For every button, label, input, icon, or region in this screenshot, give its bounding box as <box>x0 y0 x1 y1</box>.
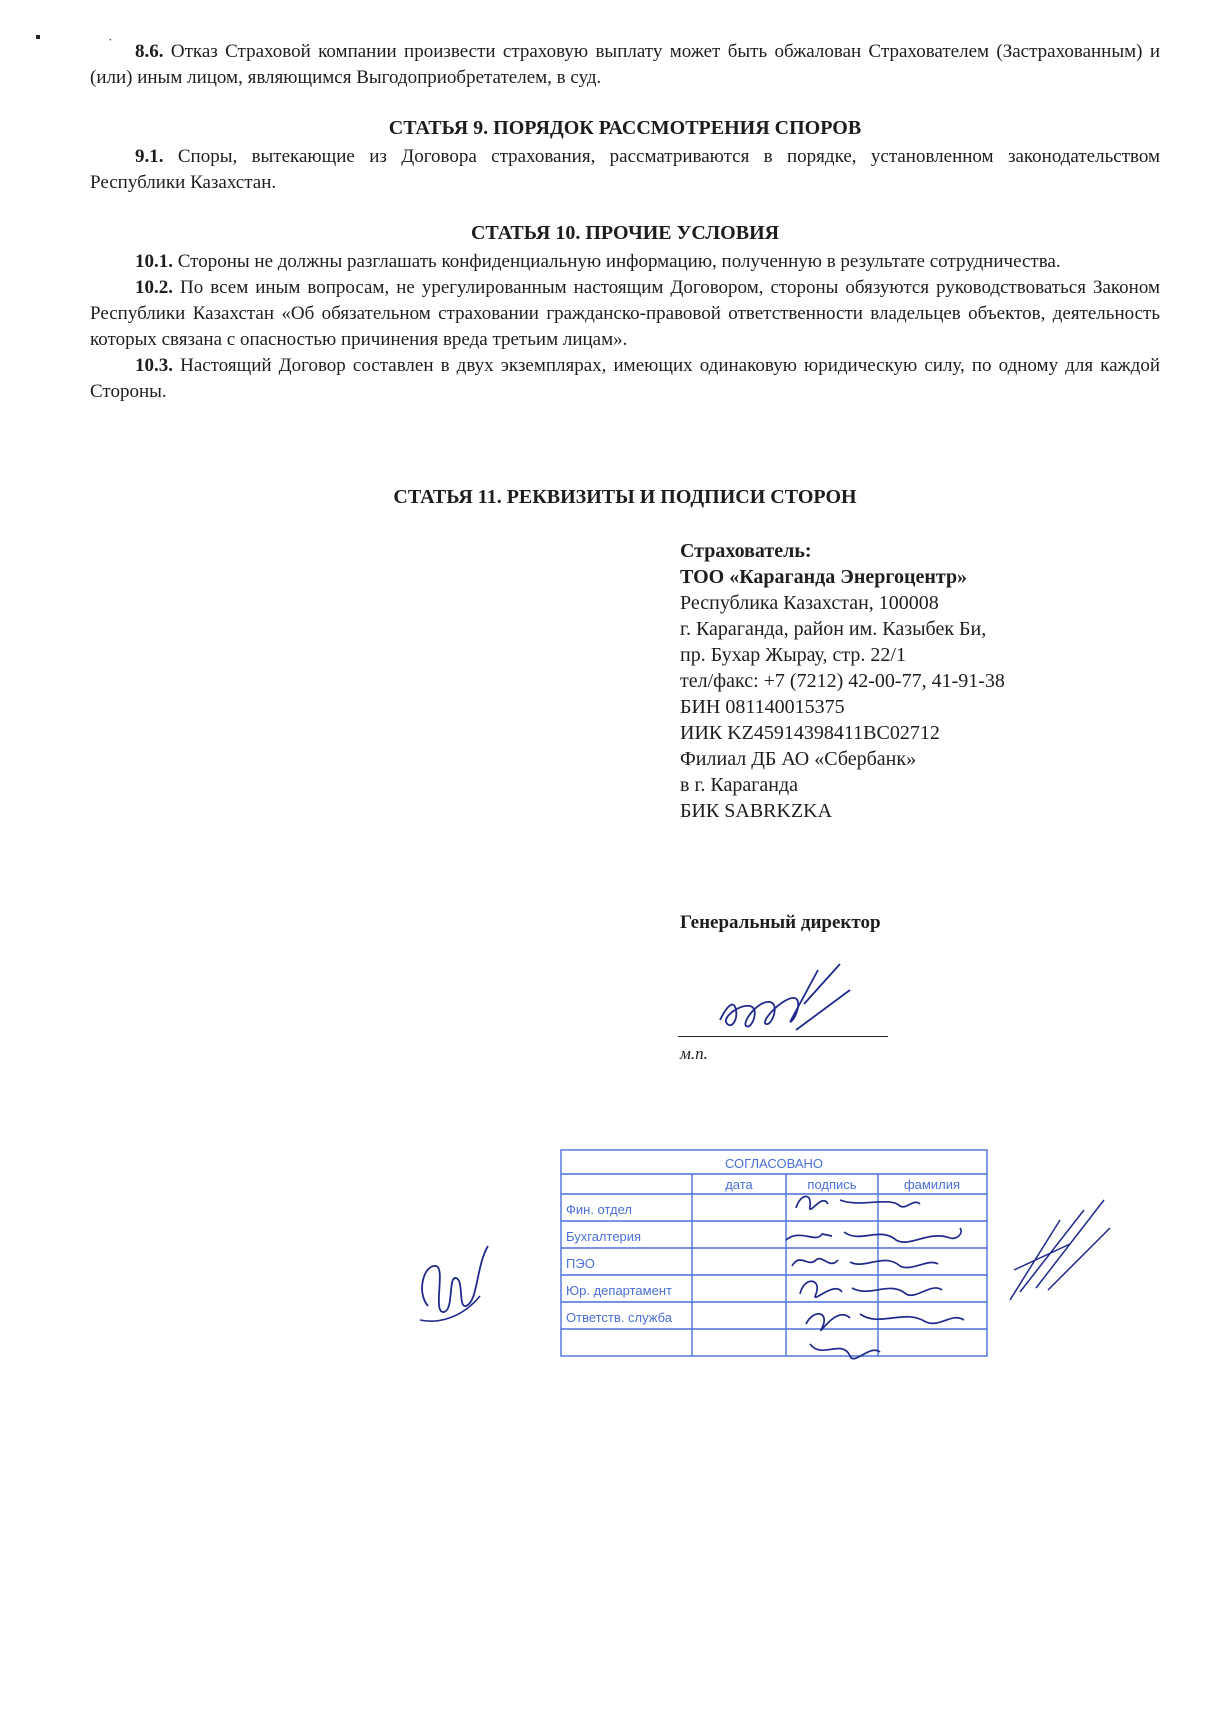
requisite-line: Республика Казахстан, 100008 <box>680 592 939 614</box>
requisite-line: г. Караганда, район им. Казыбек Би, <box>680 618 987 640</box>
scan-mark: ˙ <box>108 37 113 52</box>
article-10-body <box>90 249 1160 405</box>
stamp-row-label: ПЭО <box>566 1256 595 1271</box>
article-10-heading: СТАТЬЯ 10. ПРОЧИЕ УСЛОВИЯ <box>470 222 780 244</box>
handwritten-scribble <box>1000 1180 1120 1310</box>
stamp-col-signature: подпись <box>807 1177 857 1192</box>
clause-text: Настоящий Договор составлен в двух экземплярах, имеющих одинаковую юридическую силу, по одному для каждой Стороны. <box>90 355 1160 402</box>
article-9-heading: СТАТЬЯ 9. ПОРЯДОК РАССМОТРЕНИЯ СПОРОВ <box>388 117 862 139</box>
stamp-col-surname: фамилия <box>903 1177 961 1192</box>
clause-10-3 <box>90 353 1160 405</box>
requisite-line: в г. Караганда <box>680 774 799 796</box>
clause-9-1 <box>90 144 1160 196</box>
clause-text: Стороны не должны разглашать конфиденциальную информацию, полученную в результате сотрудничества. <box>173 251 1061 272</box>
clause-8-6 <box>90 39 1160 91</box>
clause-number: 10.2. <box>135 277 173 298</box>
stamp-row-label: Бухгалтерия <box>566 1229 642 1244</box>
clause-text: Отказ Страховой компании произвести страховую выплату может быть обжалован Страхователем (Застрахованным) и (или) иным лицом, являющимся Выгодоприобретателем, в суд. <box>90 41 1160 88</box>
stamp-row-label: Юр. департамент <box>566 1283 672 1298</box>
clause-number: 9.1. <box>135 146 164 167</box>
scan-speck <box>36 35 40 39</box>
stamp-col-date: дата <box>725 1177 753 1192</box>
requisite-line: Филиал ДБ АО «Сбербанк» <box>680 748 917 770</box>
approval-stamp <box>560 1148 988 1362</box>
seal-placeholder: м.п. <box>680 1044 708 1063</box>
signature-line <box>678 1036 888 1037</box>
clause-text: Споры, вытекающие из Договора страхования, рассматриваются в порядке, установленном законодательством Республики Казахстан. <box>90 146 1160 193</box>
stamp-row-label: Ответств. служба <box>566 1310 672 1325</box>
requisite-line: БИК SABRKZKA <box>680 800 833 822</box>
requisite-line: пр. Бухар Жырау, стр. 22/1 <box>680 644 906 666</box>
director-title: Генеральный директор <box>680 912 881 933</box>
stamp-title: СОГЛАСОВАНО <box>724 1156 824 1171</box>
insurer-name: ТОО «Караганда Энергоцентр» <box>680 566 968 588</box>
requisite-line: ИИК KZ45914398411BC02712 <box>680 722 940 744</box>
requisite-line: тел/факс: +7 (7212) 42-00-77, 41-91-38 <box>680 670 1005 692</box>
handwritten-initials <box>398 1236 508 1336</box>
clause-number: 8.6. <box>135 41 164 62</box>
stamp-row-label: Фин. отдел <box>566 1202 632 1217</box>
requisite-line: БИН 081140015375 <box>680 696 845 718</box>
insurer-requisites <box>680 538 1005 824</box>
article-11-heading: СТАТЬЯ 11. РЕКВИЗИТЫ И ПОДПИСИ СТОРОН <box>393 486 857 508</box>
clause-10-1 <box>90 249 1160 275</box>
clause-10-2 <box>90 275 1160 353</box>
insurer-label: Страхователь: <box>680 540 812 562</box>
clause-text: По всем иным вопросам, не урегулированным настоящим Договором, стороны обязуются руководствоваться Законом Республики Казахстан «Об обязательном страховании гражданско-правовой ответственности владельцев объектов, деятельность которых связана с опасностью причинения вреда третьим лицам». <box>90 277 1160 350</box>
clause-number: 10.3. <box>135 355 173 376</box>
clause-number: 10.1. <box>135 251 173 272</box>
